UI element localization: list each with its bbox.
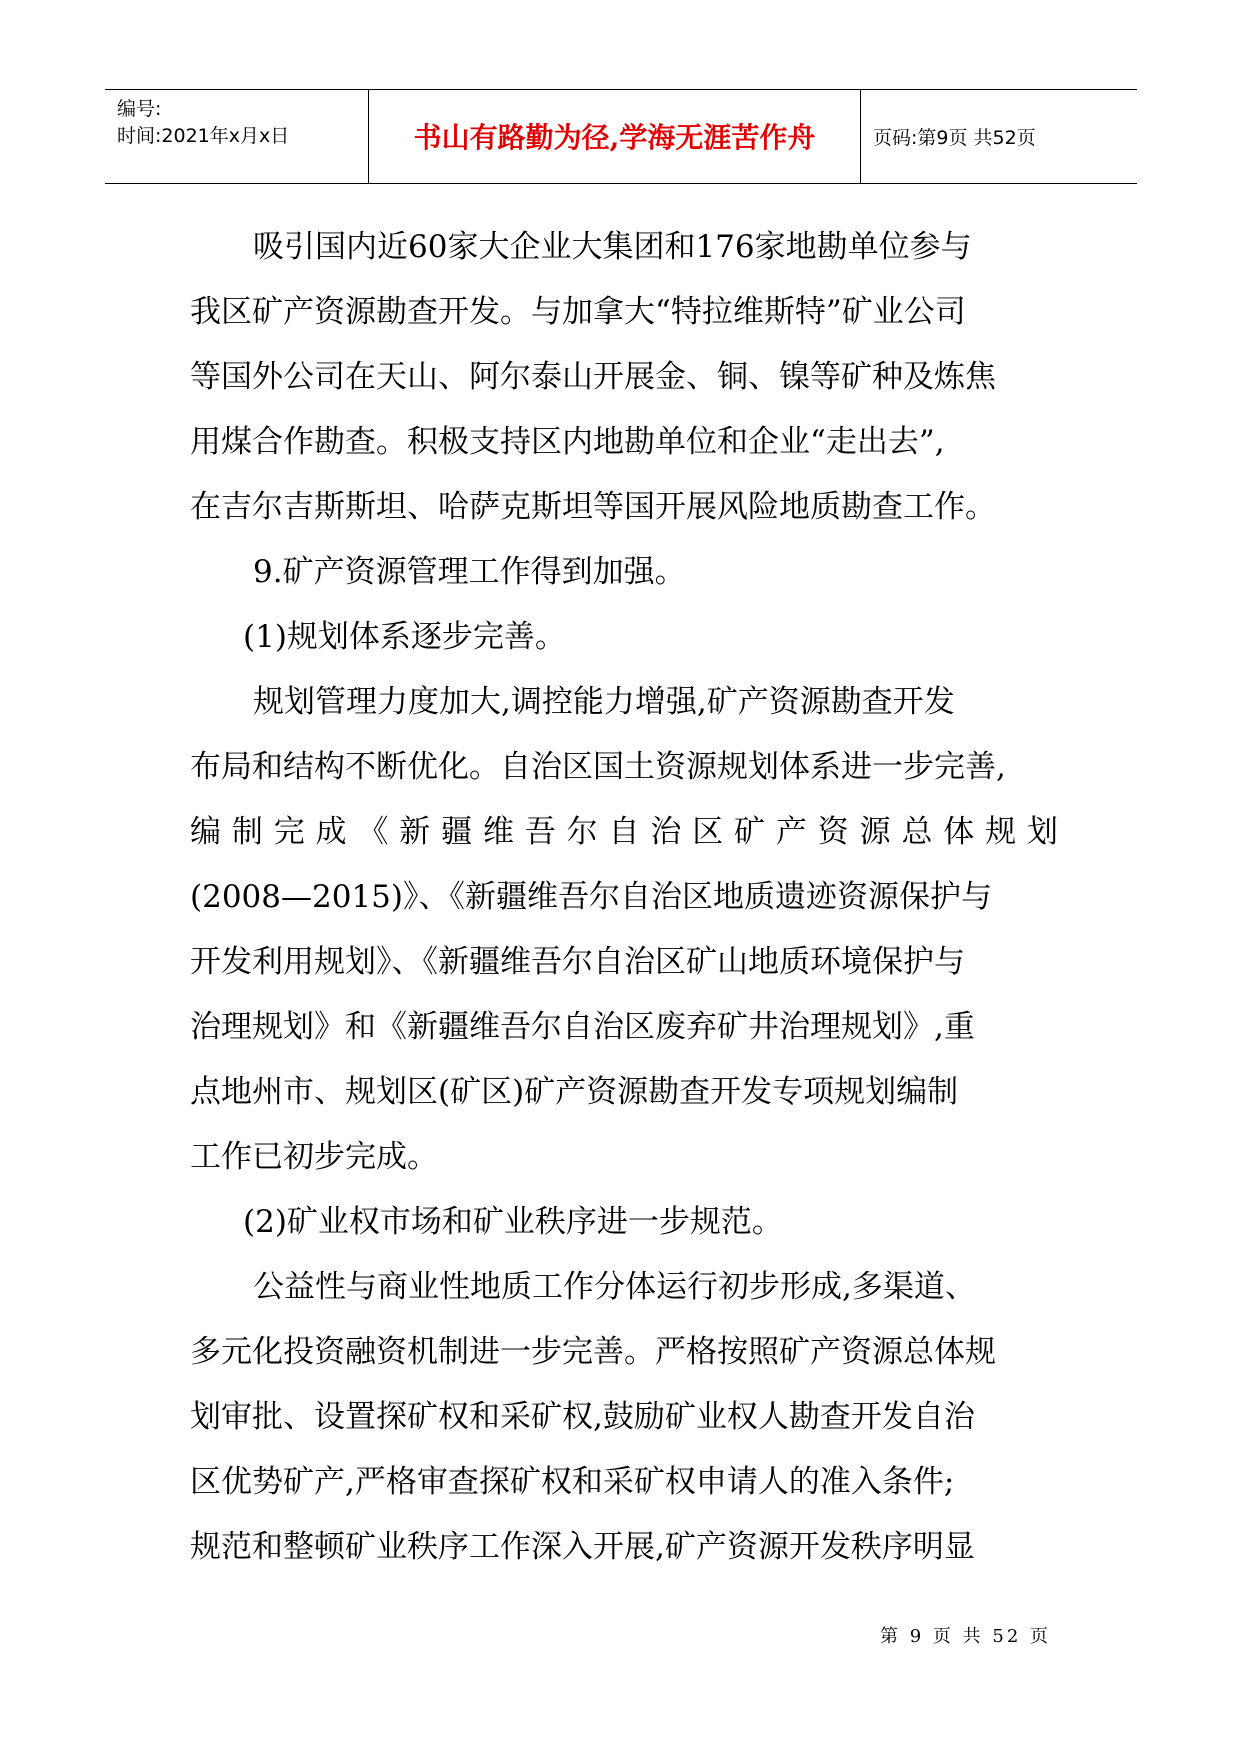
paragraph-line: (2008—2015)》、《新疆维吾尔自治区地质遗迹资源保护与 [190, 879, 992, 915]
paragraph-line: 工作已初步完成。 [190, 1139, 438, 1175]
paragraph-line: 在吉尔吉斯斯坦、哈萨克斯坦等国开展风险地质勘查工作。 [190, 489, 996, 525]
paragraph-line: 规范和整顿矿业秩序工作深入开展,矿产资源开发秩序明显 [190, 1529, 975, 1565]
header-motto: 书山有路勤为径,学海无涯苦作舟 [413, 121, 816, 154]
paragraph-line: 布局和结构不断优化。自治区国土资源规划体系进一步完善, [190, 749, 1006, 785]
paragraph-line: 划审批、设置探矿权和采矿权,鼓励矿业权人勘查开发自治 [190, 1399, 975, 1435]
paragraph-line: 多元化投资融资机制进一步完善。严格按照矿产资源总体规 [190, 1334, 996, 1370]
paragraph-line: 吸引国内近60家大企业大集团和176家地勘单位参与 [253, 229, 972, 265]
paragraph-line: 治理规划》和《新疆维吾尔自治区废弃矿井治理规划》,重 [190, 1009, 975, 1045]
paragraph-line: 规划管理力度加大,调控能力增强,矿产资源勘查开发 [253, 684, 955, 720]
document-body [190, 215, 1070, 1580]
paragraph-line: 区优势矿产,严格审查探矿权和采矿权申请人的准入条件; [190, 1464, 955, 1500]
paragraph-line: 开发利用规划》、《新疆维吾尔自治区矿山地质环境保护与 [190, 944, 965, 980]
header-page-info: 页码:第9页 共52页 [873, 126, 1036, 149]
doc-time-label: 时间:2021年x月x日 [117, 125, 290, 147]
subsection-heading: (2)矿业权市场和矿业秩序进一步规范。 [243, 1204, 783, 1240]
section-heading: 9.矿产资源管理工作得到加强。 [253, 554, 686, 590]
paragraph-line: 我区矿产资源勘查开发。与加拿大“特拉维斯特”矿业公司 [190, 294, 966, 330]
page-footer: 第 9 页 共 52 页 [880, 1626, 1051, 1647]
paragraph-line: 等国外公司在天山、阿尔泰山开展金、铜、镍等矿种及炼焦 [190, 359, 996, 395]
paragraph-line: 用煤合作勘查。积极支持区内地勘单位和企业“走出去”, [190, 424, 945, 460]
subsection-heading: (1)规划体系逐步完善。 [243, 619, 566, 655]
page-header [105, 89, 1137, 184]
paragraph-line: 公益性与商业性地质工作分体运行初步形成,多渠道、 [253, 1269, 976, 1305]
paragraph-line: 编制完成《新疆维吾尔自治区矿产资源总体规划 [190, 814, 1058, 850]
header-divider [860, 90, 861, 183]
doc-number-label: 编号: [117, 98, 162, 120]
paragraph-line: 点地州市、规划区(矿区)矿产资源勘查开发专项规划编制 [190, 1074, 959, 1110]
header-meta [117, 96, 289, 150]
